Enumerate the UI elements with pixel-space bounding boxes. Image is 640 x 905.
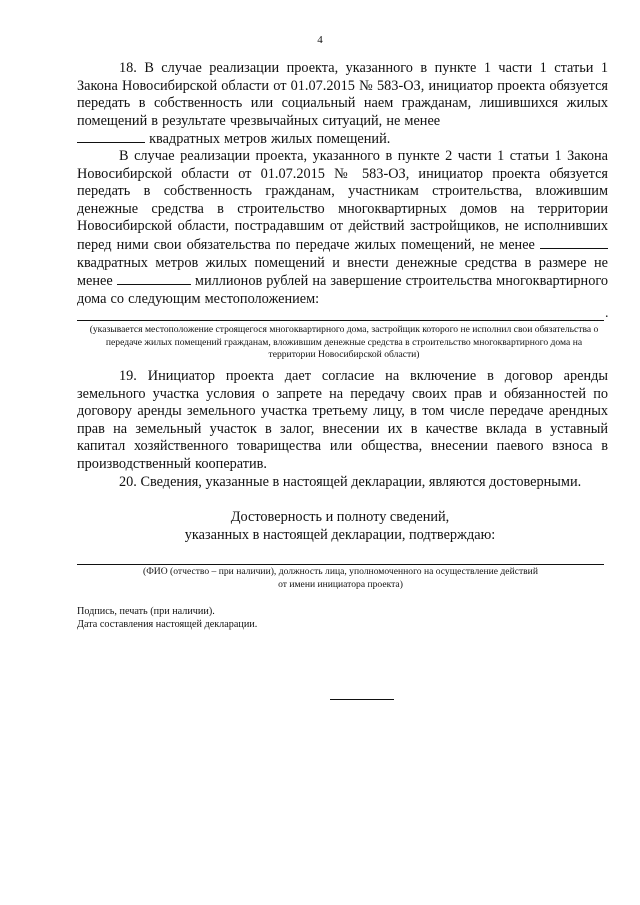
paragraph-18b-text-2: квадратных метров жилых помещений и внести денежные средства в размере не менее xyxy=(77,254,608,290)
notes-block xyxy=(77,606,257,631)
location-field-line[interactable] xyxy=(77,320,604,321)
paragraph-19-text: 19. Инициатор проекта дает согласие на включение в договор аренды земельного участка условия о запрете на передачу своих прав и обязанностей по договору аренды земельного участка третьему лицу, в том числе передаче арендных прав на земельный участок в залог, внесении их в качестве вклада в уставный капитал хозяйственного товарищества или общества, внесении паевого взноса в производственный кооператив. xyxy=(77,368,608,472)
area-blank-2[interactable] xyxy=(540,236,608,249)
location-hint xyxy=(88,324,600,362)
paragraph-18 xyxy=(77,60,608,149)
paragraph-18-end xyxy=(77,130,608,149)
location-hint-text: (указывается местоположение строящегося многоквартирного дома, застройщик которого не исполнил свои обязательства о передаче жилых помещений гражданам, вложившим денежные средства в строительство многоквартирного дома на территории Новосибирской области) xyxy=(89,324,599,360)
signer-hint-line-2: от имени инициатора проекта) xyxy=(278,578,403,590)
signature-note: Подпись, печать (при наличии). xyxy=(77,606,215,617)
money-blank[interactable] xyxy=(117,272,191,285)
paragraph-18b xyxy=(77,148,608,308)
paragraph-18-text xyxy=(77,60,608,130)
confirmation-block xyxy=(0,508,640,544)
paragraph-20 xyxy=(77,474,608,492)
paragraph-18b-text-3: миллионов рублей на завершение строительства многоквартирного дома со следующим местоположением: xyxy=(77,273,609,307)
paragraph-19 xyxy=(77,368,608,474)
signer-field-line[interactable] xyxy=(77,564,604,565)
area-blank-1[interactable] xyxy=(77,130,145,143)
end-rule xyxy=(330,699,394,700)
paragraph-20-text: 20. Сведения, указанные в настоящей декларации, являются достоверными. xyxy=(119,474,582,490)
page-number: 4 xyxy=(317,34,323,46)
paragraph-18-part-1: 18. В случае реализации проекта, указанного в пункте 1 части 1 статьи 1 Закона Новосибирской области от 01.07.2015 № 583-ОЗ, инициатор проекта обязуется передать в собственность или социальный наем гражданам, лишившихся жилых помещений в результате чрезвычайных ситуаций, не менее xyxy=(77,60,608,129)
signer-hint-line-1: (ФИО (отчество – при наличии), должность лица, уполномоченного на осуществление действий xyxy=(143,566,538,577)
location-end-dot: . xyxy=(605,306,609,321)
confirmation-line-2: указанных в настоящей декларации, подтверждаю: xyxy=(184,527,496,543)
signer-hint xyxy=(77,566,604,591)
date-note: Дата составления настоящей декларации. xyxy=(77,618,258,630)
paragraph-18b-text-1: В случае реализации проекта, указанного в пункте 2 части 1 статьи 1 Закона Новосибирской области от 01.07.2015 № 583-ОЗ, инициатор проекта обязуется передать в собственность гражданам, участникам строительства, вложившим денежные средства в строительство многоквартирных домов на территории Новосибирской области, пострадавшим от действий застройщиков, не исполнивших перед ними свои обязательства по передаче жилых помещений, не менее xyxy=(77,148,608,253)
confirmation-line-1: Достоверность и полноту сведений, xyxy=(230,509,450,525)
paragraph-18b-part-1 xyxy=(77,148,608,308)
paragraph-18-part-2: квадратных метров жилых помещений. xyxy=(149,131,391,148)
